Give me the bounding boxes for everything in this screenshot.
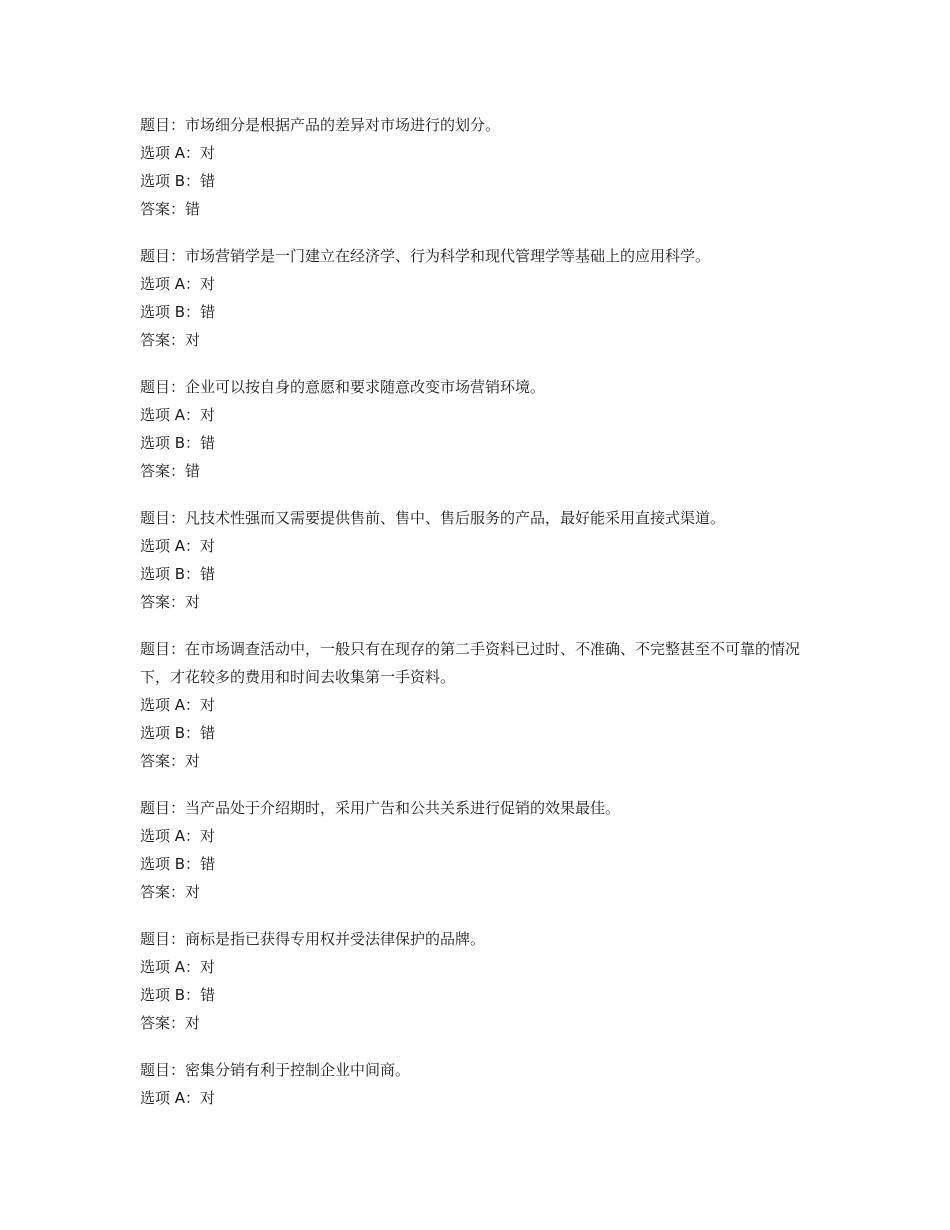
- option-b-line: [140, 167, 815, 195]
- answer-text: 对: [185, 752, 201, 770]
- answer-text: 对: [185, 331, 201, 349]
- question-line: [140, 1056, 815, 1084]
- option-a-text: 对: [200, 827, 216, 845]
- answer-line: [140, 588, 815, 616]
- question-block: [140, 373, 815, 485]
- option-b-label: 选项 B：: [140, 434, 201, 452]
- question-label: 题目：: [140, 640, 186, 658]
- answer-line: [140, 1009, 815, 1037]
- answer-line: [140, 878, 815, 906]
- question-line: [140, 635, 815, 691]
- option-b-label: 选项 B：: [140, 855, 201, 873]
- option-b-label: 选项 B：: [140, 724, 201, 742]
- question-text: 当产品处于介绍期时，采用广告和公共关系进行促销的效果最佳。: [185, 799, 621, 817]
- option-a-line: [140, 401, 815, 429]
- option-a-text: 对: [200, 406, 216, 424]
- question-label: 题目：: [140, 799, 186, 817]
- option-b-line: [140, 981, 815, 1009]
- option-b-text: 错: [200, 724, 216, 742]
- question-text: 市场细分是根据产品的差异对市场进行的划分。: [185, 116, 501, 134]
- option-a-line: [140, 532, 815, 560]
- option-a-line: [140, 953, 815, 981]
- option-a-label: 选项 A：: [140, 144, 201, 162]
- option-a-text: 对: [200, 1089, 216, 1107]
- option-a-label: 选项 A：: [140, 537, 201, 555]
- question-line: [140, 925, 815, 953]
- answer-line: [140, 326, 815, 354]
- question-line: [140, 373, 815, 401]
- option-b-label: 选项 B：: [140, 172, 201, 190]
- question-text: 密集分销有利于控制企业中间商。: [185, 1061, 411, 1079]
- question-line: [140, 794, 815, 822]
- answer-label: 答案：: [140, 331, 186, 349]
- answer-text: 错: [185, 462, 201, 480]
- option-b-text: 错: [200, 565, 216, 583]
- question-text: 凡技术性强而又需要提供售前、售中、售后服务的产品，最好能采用直接式渠道。: [185, 509, 726, 527]
- question-block: [140, 1056, 815, 1112]
- option-b-text: 错: [200, 303, 216, 321]
- option-b-line: [140, 850, 815, 878]
- option-b-line: [140, 719, 815, 747]
- option-b-text: 错: [200, 434, 216, 452]
- option-a-label: 选项 A：: [140, 827, 201, 845]
- question-block: [140, 635, 815, 775]
- question-block: [140, 504, 815, 616]
- document-page: [140, 111, 815, 1131]
- answer-line: [140, 747, 815, 775]
- option-a-label: 选项 A：: [140, 406, 201, 424]
- answer-label: 答案：: [140, 1014, 186, 1032]
- question-block: [140, 794, 815, 906]
- option-a-line: [140, 270, 815, 298]
- question-line: [140, 242, 815, 270]
- question-block: [140, 242, 815, 354]
- option-a-line: [140, 691, 815, 719]
- option-b-text: 错: [200, 172, 216, 190]
- option-b-label: 选项 B：: [140, 986, 201, 1004]
- answer-label: 答案：: [140, 593, 186, 611]
- option-a-text: 对: [200, 958, 216, 976]
- option-a-line: [140, 1084, 815, 1112]
- answer-label: 答案：: [140, 200, 186, 218]
- answer-line: [140, 195, 815, 223]
- question-label: 题目：: [140, 378, 186, 396]
- option-a-label: 选项 A：: [140, 958, 201, 976]
- option-b-line: [140, 298, 815, 326]
- option-b-text: 错: [200, 986, 216, 1004]
- answer-label: 答案：: [140, 462, 186, 480]
- option-a-text: 对: [200, 537, 216, 555]
- answer-label: 答案：: [140, 883, 186, 901]
- answer-text: 对: [185, 883, 201, 901]
- option-a-label: 选项 A：: [140, 696, 201, 714]
- question-label: 题目：: [140, 116, 186, 134]
- answer-line: [140, 457, 815, 485]
- question-label: 题目：: [140, 247, 186, 265]
- question-text: 市场营销学是一门建立在经济学、行为科学和现代管理学等基础上的应用科学。: [185, 247, 711, 265]
- question-text: 商标是指已获得专用权并受法律保护的品牌。: [185, 930, 486, 948]
- option-b-label: 选项 B：: [140, 565, 201, 583]
- option-a-text: 对: [200, 144, 216, 162]
- question-label: 题目：: [140, 1061, 186, 1079]
- option-a-text: 对: [200, 696, 216, 714]
- option-a-label: 选项 A：: [140, 1089, 201, 1107]
- option-a-line: [140, 822, 815, 850]
- option-a-label: 选项 A：: [140, 275, 201, 293]
- answer-text: 对: [185, 593, 201, 611]
- option-b-line: [140, 429, 815, 457]
- question-line: [140, 111, 815, 139]
- answer-text: 对: [185, 1014, 201, 1032]
- question-label: 题目：: [140, 509, 186, 527]
- option-b-line: [140, 560, 815, 588]
- answer-label: 答案：: [140, 752, 186, 770]
- question-text: 在市场调查活动中，一般只有在现存的第二手资料已过时、不准确、不完整甚至不可靠的情况下，才花较多的费用和时间去收集第一手资料。: [140, 640, 801, 686]
- question-block: [140, 111, 815, 223]
- answer-text: 错: [185, 200, 201, 218]
- question-block: [140, 925, 815, 1037]
- option-b-text: 错: [200, 855, 216, 873]
- option-a-line: [140, 139, 815, 167]
- question-text: 企业可以按自身的意愿和要求随意改变市场营销环境。: [185, 378, 546, 396]
- question-line: [140, 504, 815, 532]
- option-a-text: 对: [200, 275, 216, 293]
- question-label: 题目：: [140, 930, 186, 948]
- option-b-label: 选项 B：: [140, 303, 201, 321]
